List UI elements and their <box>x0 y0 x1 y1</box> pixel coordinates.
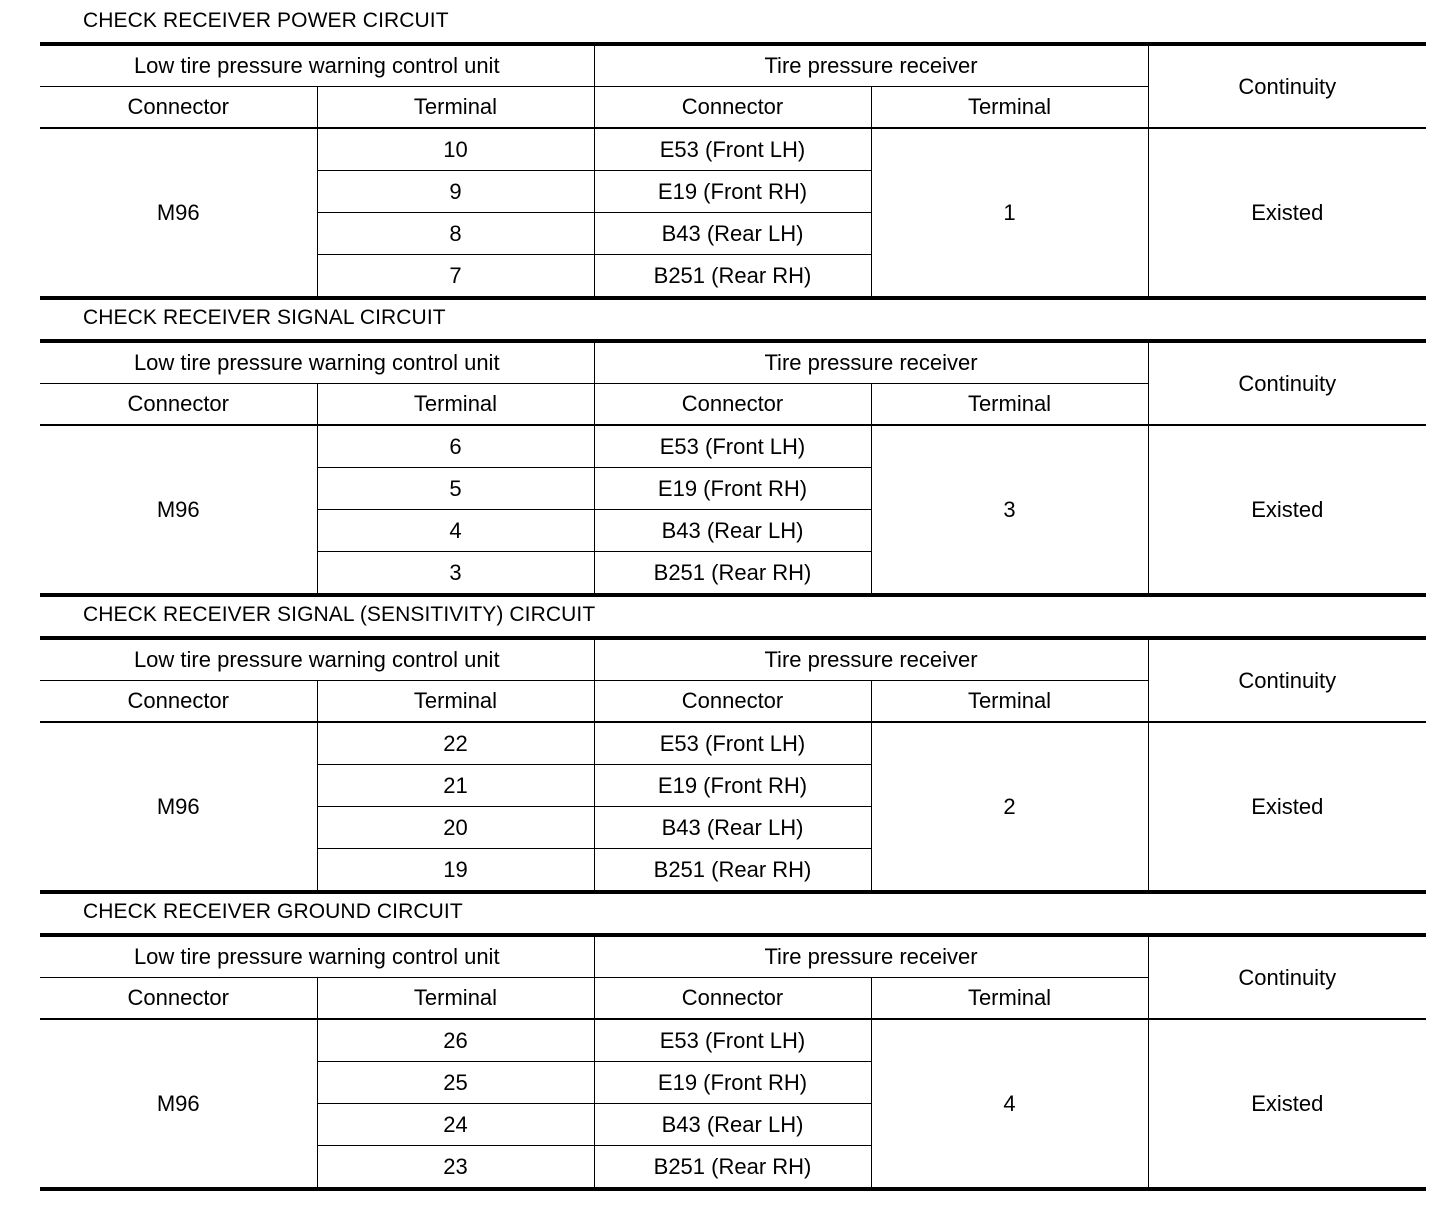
receiver-connector-value: B251 (Rear RH) <box>594 849 871 893</box>
receiver-connector-header: Connector <box>594 978 871 1020</box>
receiver-terminal-header: Terminal <box>871 681 1148 723</box>
continuity-value: Existed <box>1148 1019 1426 1189</box>
receiver-header: Tire pressure receiver <box>594 341 1148 384</box>
unit-connector-value: M96 <box>40 425 317 595</box>
unit-connector-header: Connector <box>40 384 317 426</box>
receiver-connector-value: E19 (Front RH) <box>594 765 871 807</box>
section-title: CHECK RECEIVER POWER CIRCUIT <box>83 9 449 32</box>
receiver-connector-value: E19 (Front RH) <box>594 1062 871 1104</box>
receiver-terminal-value: 1 <box>871 128 1148 298</box>
receiver-terminal-value: 3 <box>871 425 1148 595</box>
section-title: CHECK RECEIVER GROUND CIRCUIT <box>83 900 463 923</box>
receiver-connector-value: B43 (Rear LH) <box>594 807 871 849</box>
unit-connector-value: M96 <box>40 128 317 298</box>
unit-terminal-value: 20 <box>317 807 594 849</box>
receiver-connector-value: E19 (Front RH) <box>594 171 871 213</box>
control-unit-header: Low tire pressure warning control unit <box>40 44 594 87</box>
continuity-header: Continuity <box>1148 44 1426 128</box>
section-title: CHECK RECEIVER SIGNAL (SENSITIVITY) CIRCUIT <box>83 603 596 626</box>
continuity-header: Continuity <box>1148 341 1426 425</box>
circuit-table <box>40 42 1426 300</box>
unit-connector-header: Connector <box>40 681 317 723</box>
receiver-connector-value: B43 (Rear LH) <box>594 213 871 255</box>
receiver-terminal-header: Terminal <box>871 87 1148 129</box>
section-title: CHECK RECEIVER SIGNAL CIRCUIT <box>83 306 446 329</box>
unit-terminal-value: 26 <box>317 1019 594 1062</box>
continuity-value: Existed <box>1148 128 1426 298</box>
unit-connector-header: Connector <box>40 978 317 1020</box>
unit-terminal-header: Terminal <box>317 978 594 1020</box>
continuity-value: Existed <box>1148 722 1426 892</box>
receiver-header: Tire pressure receiver <box>594 935 1148 978</box>
receiver-connector-header: Connector <box>594 384 871 426</box>
unit-connector-header: Connector <box>40 87 317 129</box>
unit-terminal-header: Terminal <box>317 681 594 723</box>
unit-terminal-value: 25 <box>317 1062 594 1104</box>
receiver-connector-value: E53 (Front LH) <box>594 128 871 171</box>
control-unit-header: Low tire pressure warning control unit <box>40 935 594 978</box>
receiver-terminal-value: 2 <box>871 722 1148 892</box>
unit-terminal-value: 9 <box>317 171 594 213</box>
unit-connector-value: M96 <box>40 1019 317 1189</box>
receiver-connector-value: B251 (Rear RH) <box>594 552 871 596</box>
control-unit-header: Low tire pressure warning control unit <box>40 341 594 384</box>
unit-terminal-header: Terminal <box>317 384 594 426</box>
unit-terminal-value: 5 <box>317 468 594 510</box>
unit-terminal-value: 24 <box>317 1104 594 1146</box>
receiver-connector-value: B251 (Rear RH) <box>594 1146 871 1190</box>
receiver-connector-header: Connector <box>594 87 871 129</box>
unit-connector-value: M96 <box>40 722 317 892</box>
receiver-connector-value: E53 (Front LH) <box>594 722 871 765</box>
unit-terminal-value: 7 <box>317 255 594 299</box>
unit-terminal-value: 6 <box>317 425 594 468</box>
unit-terminal-header: Terminal <box>317 87 594 129</box>
circuit-table <box>40 933 1426 1191</box>
unit-terminal-value: 4 <box>317 510 594 552</box>
receiver-header: Tire pressure receiver <box>594 44 1148 87</box>
unit-terminal-value: 8 <box>317 213 594 255</box>
continuity-header: Continuity <box>1148 935 1426 1019</box>
receiver-connector-value: B43 (Rear LH) <box>594 1104 871 1146</box>
receiver-connector-value: E53 (Front LH) <box>594 1019 871 1062</box>
unit-terminal-value: 21 <box>317 765 594 807</box>
receiver-terminal-header: Terminal <box>871 978 1148 1020</box>
unit-terminal-value: 19 <box>317 849 594 893</box>
circuit-table <box>40 339 1426 597</box>
receiver-connector-value: B251 (Rear RH) <box>594 255 871 299</box>
unit-terminal-value: 22 <box>317 722 594 765</box>
control-unit-header: Low tire pressure warning control unit <box>40 638 594 681</box>
circuit-table <box>40 636 1426 894</box>
unit-terminal-value: 23 <box>317 1146 594 1190</box>
receiver-connector-value: E53 (Front LH) <box>594 425 871 468</box>
receiver-header: Tire pressure receiver <box>594 638 1148 681</box>
continuity-value: Existed <box>1148 425 1426 595</box>
unit-terminal-value: 10 <box>317 128 594 171</box>
receiver-connector-header: Connector <box>594 681 871 723</box>
receiver-terminal-value: 4 <box>871 1019 1148 1189</box>
continuity-header: Continuity <box>1148 638 1426 722</box>
receiver-connector-value: E19 (Front RH) <box>594 468 871 510</box>
receiver-connector-value: B43 (Rear LH) <box>594 510 871 552</box>
unit-terminal-value: 3 <box>317 552 594 596</box>
receiver-terminal-header: Terminal <box>871 384 1148 426</box>
